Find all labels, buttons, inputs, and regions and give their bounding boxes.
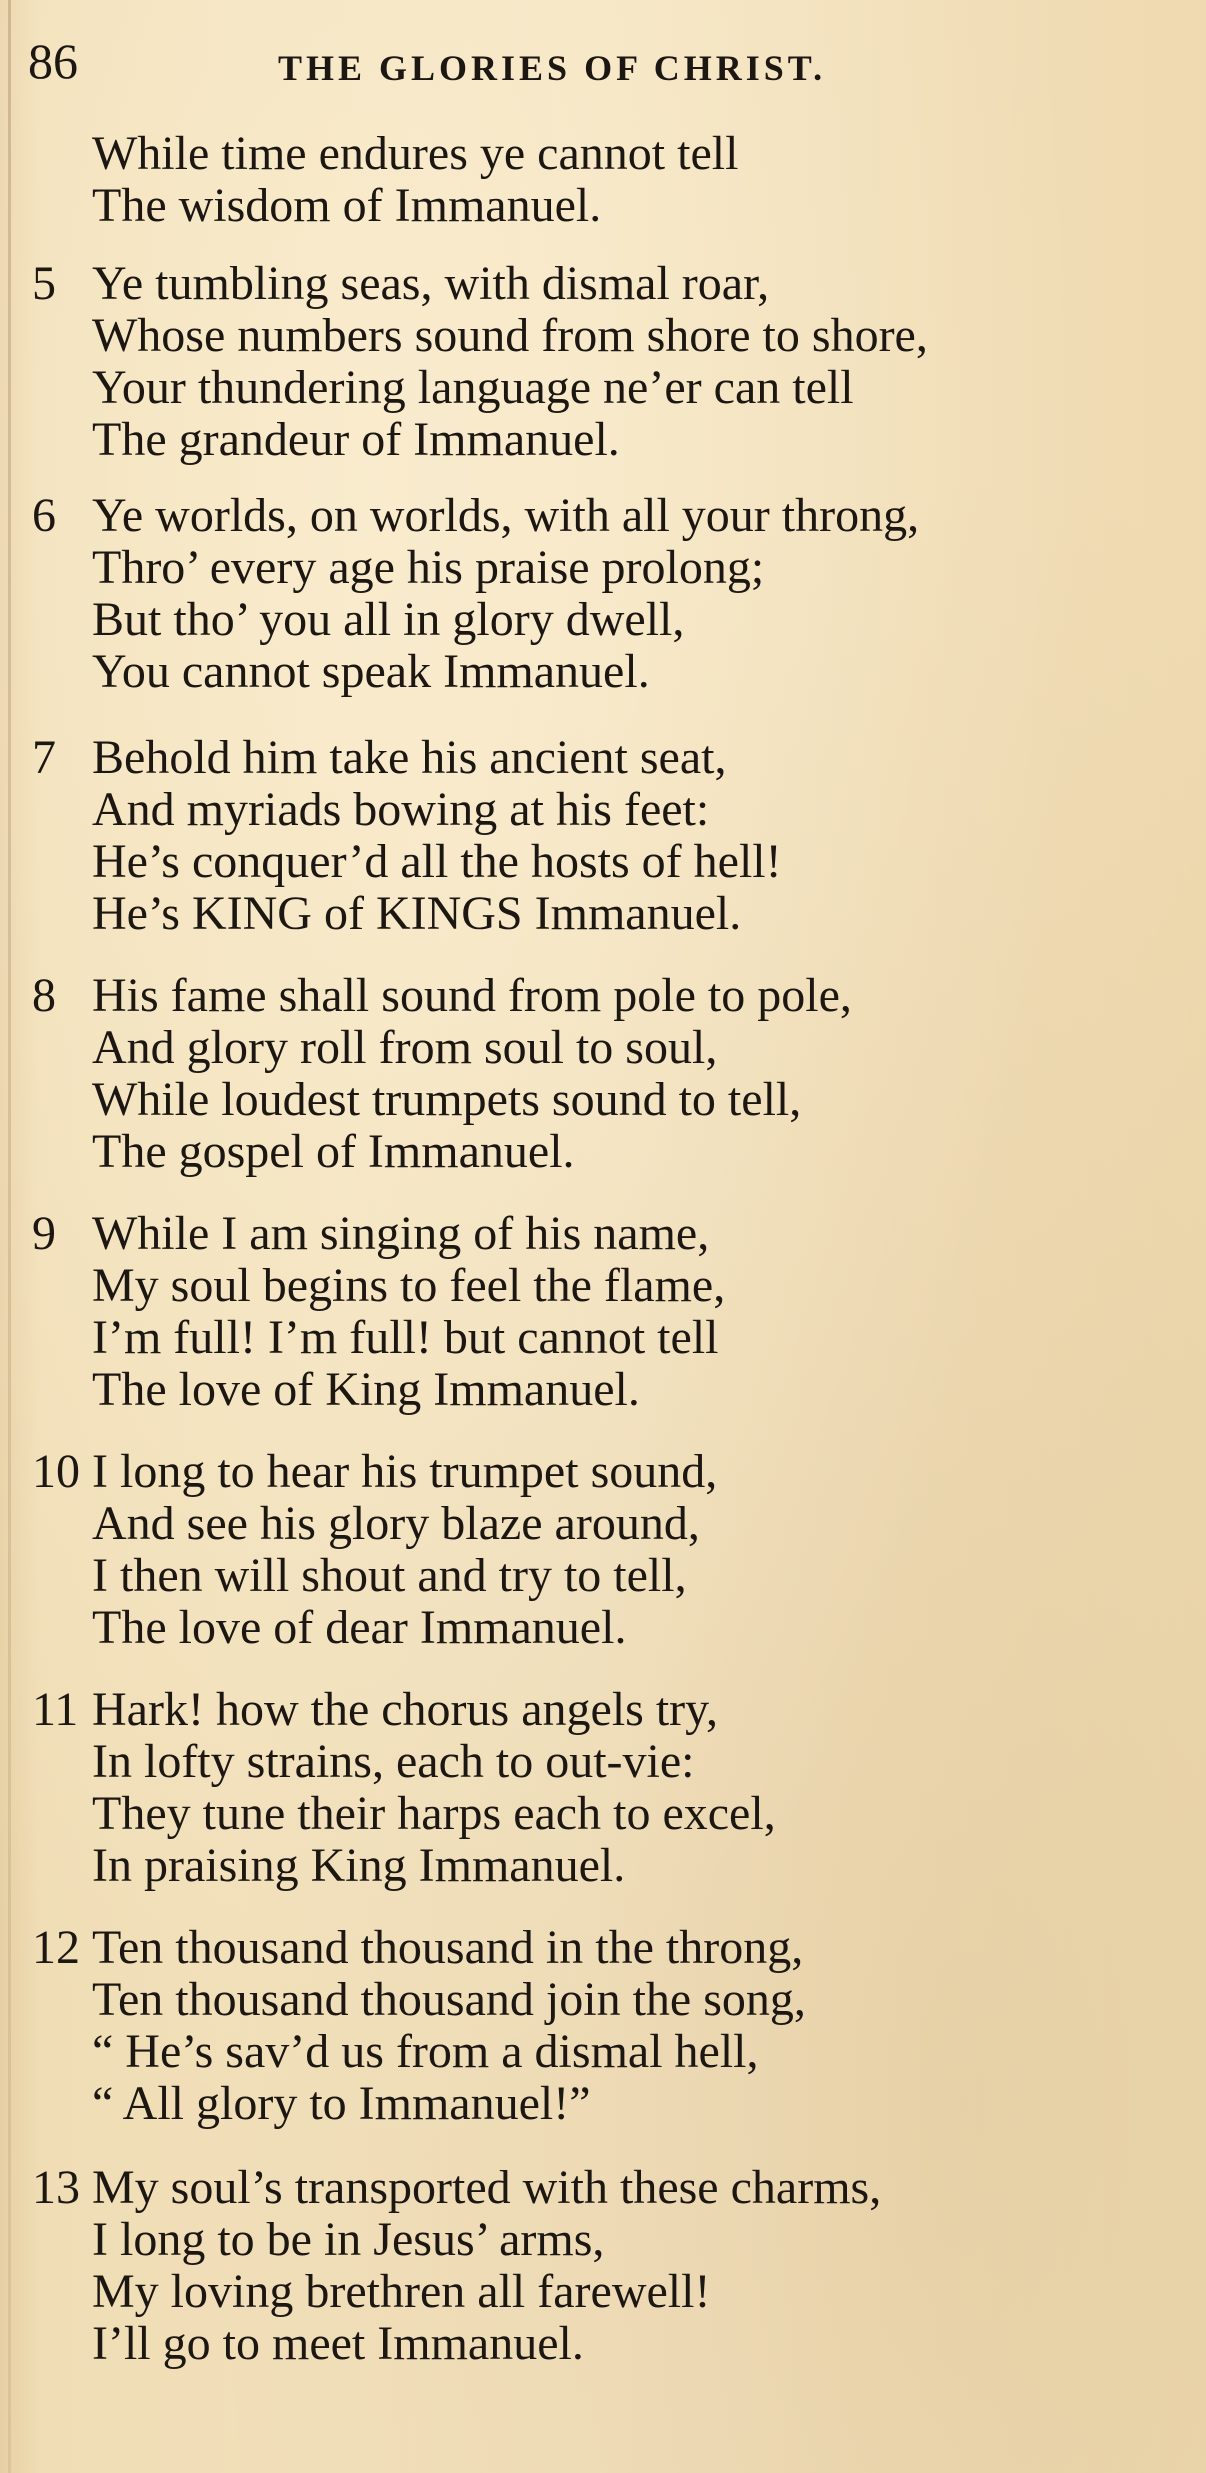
verse-line: The love of King Immanuel. xyxy=(92,1363,640,1416)
verse-line: Your thundering language ne’er can tell xyxy=(92,361,854,414)
verse-number: 6 xyxy=(32,489,56,542)
verse-line: He’s KING of KINGS Immanuel. xyxy=(92,887,742,940)
verse-line: The love of dear Immanuel. xyxy=(92,1601,627,1654)
verse-line: While time endures ye cannot tell xyxy=(92,127,739,180)
verse-line: Ye tumbling seas, with dismal roar, xyxy=(92,257,770,310)
verse-line: My soul’s transported with these charms, xyxy=(92,2161,882,2214)
verse-line: I long to hear his trumpet sound, xyxy=(92,1445,718,1498)
verse-line: His fame shall sound from pole to pole, xyxy=(92,969,852,1022)
verse-line: I’ll go to meet Immanuel. xyxy=(92,2317,584,2370)
verse-number: 7 xyxy=(32,731,56,784)
verse-line: Thro’ every age his praise prolong; xyxy=(92,541,765,594)
verse-line: I long to be in Jesus’ arms, xyxy=(92,2213,605,2266)
verse-line: While loudest trumpets sound to tell, xyxy=(92,1073,802,1126)
verse-number: 12 xyxy=(32,1921,80,1974)
verse-line: You cannot speak Immanuel. xyxy=(92,645,650,698)
verse-line: The wisdom of Immanuel. xyxy=(92,179,602,232)
verse-line: The gospel of Immanuel. xyxy=(92,1125,575,1178)
verse-line: I then will shout and try to tell, xyxy=(92,1549,687,1602)
verse-line: But tho’ you all in glory dwell, xyxy=(92,593,685,646)
verse-line: The grandeur of Immanuel. xyxy=(92,413,620,466)
verse-line: He’s conquer’d all the hosts of hell! xyxy=(92,835,782,888)
verse-line: “ He’s sav’d us from a dismal hell, xyxy=(92,2025,759,2078)
verse-line: Hark! how the chorus angels try, xyxy=(92,1683,719,1736)
page-header xyxy=(28,30,1178,90)
verse-number: 11 xyxy=(32,1683,79,1736)
verse-number: 10 xyxy=(32,1445,80,1498)
verse-line: And myriads bowing at his feet: xyxy=(92,783,710,836)
verse-line: They tune their harps each to excel, xyxy=(92,1787,776,1840)
verse-line: Whose numbers sound from shore to shore, xyxy=(92,309,928,362)
page-number: 86 xyxy=(28,33,78,89)
verse-line: And glory roll from soul to soul, xyxy=(92,1021,718,1074)
verse-line: My loving brethren all farewell! xyxy=(92,2265,711,2318)
page-gutter-edge xyxy=(8,0,11,2473)
verse-line: Ten thousand thousand join the song, xyxy=(92,1973,806,2026)
verse-line: In lofty strains, each to out-vie: xyxy=(92,1735,695,1788)
verse-line: My soul begins to feel the flame, xyxy=(92,1259,726,1312)
verse-line: I’m full! I’m full! but cannot tell xyxy=(92,1311,719,1364)
verse-number: 9 xyxy=(32,1207,56,1260)
verse-line: And see his glory blaze around, xyxy=(92,1497,700,1550)
verse-number: 13 xyxy=(32,2161,80,2214)
verse-line: “ All glory to Immanuel!” xyxy=(92,2077,591,2130)
verse-number: 8 xyxy=(32,969,56,1022)
verse-line: In praising King Immanuel. xyxy=(92,1839,626,1892)
verse-line: Ten thousand thousand in the throng, xyxy=(92,1921,804,1974)
verse-line: Behold him take his ancient seat, xyxy=(92,731,727,784)
verse-line: While I am singing of his name, xyxy=(92,1207,710,1260)
verse-number: 5 xyxy=(32,257,56,310)
running-title: THE GLORIES OF CHRIST. xyxy=(278,48,827,88)
verse-line: Ye worlds, on worlds, with all your throng, xyxy=(92,489,920,542)
